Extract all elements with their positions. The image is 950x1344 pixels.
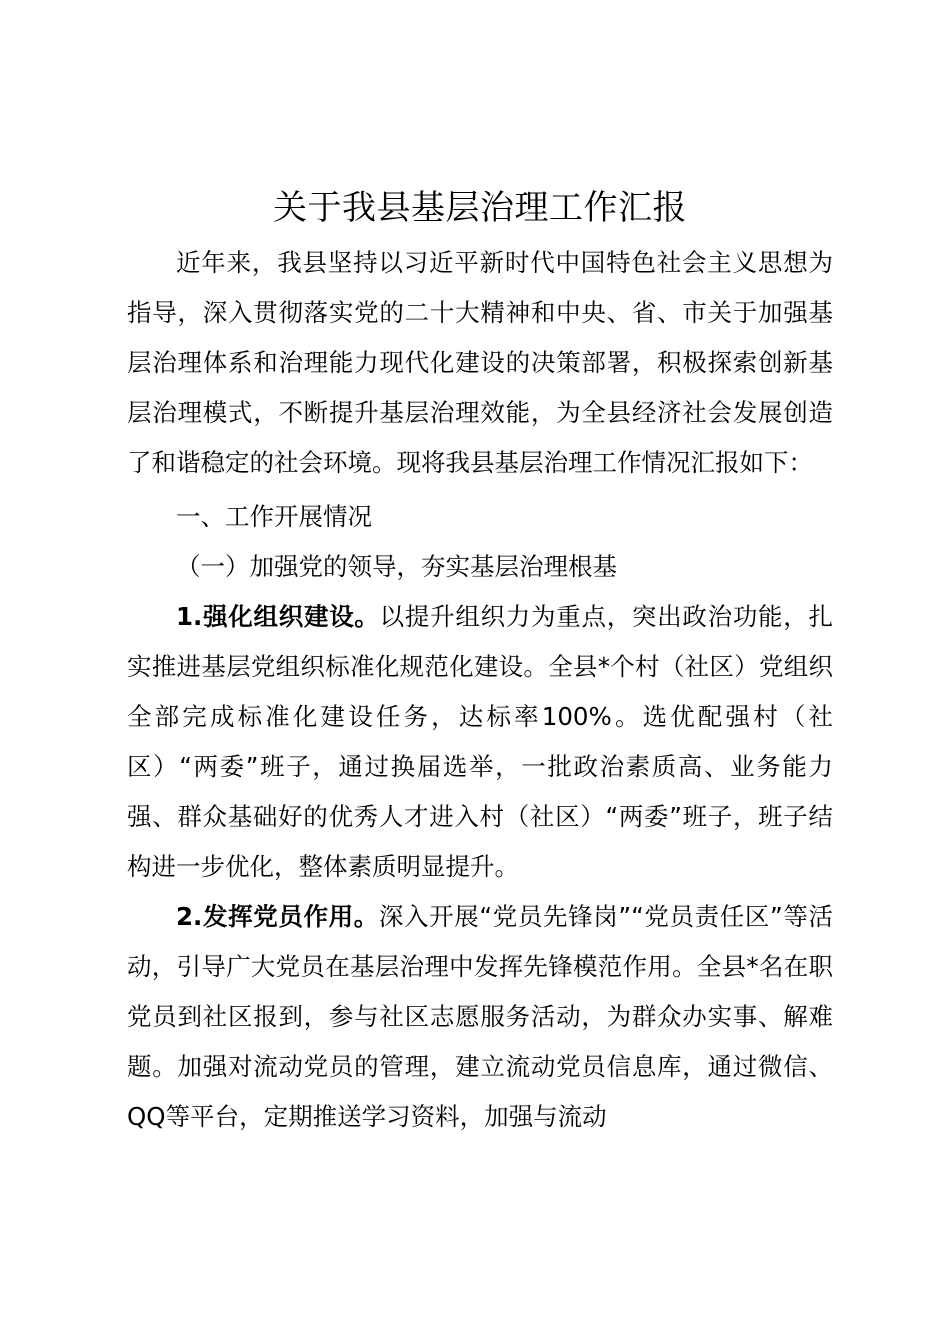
document-title: 关于我县基层治理工作汇报 <box>273 188 687 228</box>
item-body-2: 深入开展“党员先锋岗”“党员责任区”等活动，引导广大党员在基层治理中发挥先锋模范作用。全县*名在职党员到社区报到，参与社区志愿服务活动，为群众办实事、解难题。加强对流动党员的管理，建立流动党员信息库，通过微信、QQ等平台，定期推送学习资料，加强与流动 <box>127 902 833 1131</box>
item-lead-1: 1.强化组织建设。 <box>176 602 380 631</box>
document-body <box>127 182 833 1142</box>
item-paragraph-1 <box>127 592 833 892</box>
item-paragraph-2 <box>127 892 833 1142</box>
item-lead-2: 2.发挥党员作用。 <box>176 902 379 931</box>
item-body-1: 以提升组织力为重点，突出政治功能，扎实推进基层党组织标准化规范化建设。全县*个村（社区）党组织全部完成标准化建设任务，达标率100%。选优配强村（社区）“两委”班子，通过换届选举，一批政治素质高、业务能力强、群众基础好的优秀人才进入村（社区）“两委”班子，班子结构进一步优化，整体素质明显提升。 <box>127 602 834 881</box>
intro-paragraph: 近年来，我县坚持以习近平新时代中国特色社会主义思想为指导，深入贯彻落实党的二十大精神和中央、省、市关于加强基层治理体系和治理能力现代化建设的决策部署，积极探索创新基层治理模式，不断提升基层治理效能，为全县经济社会发展创造了和谐稳定的社会环境。现将我县基层治理工作情况汇报如下： <box>127 248 833 477</box>
subsection-heading: （一）加强党的领导，夯实基层治理根基 <box>176 552 617 581</box>
section-heading: 一、工作开展情况 <box>176 502 372 531</box>
